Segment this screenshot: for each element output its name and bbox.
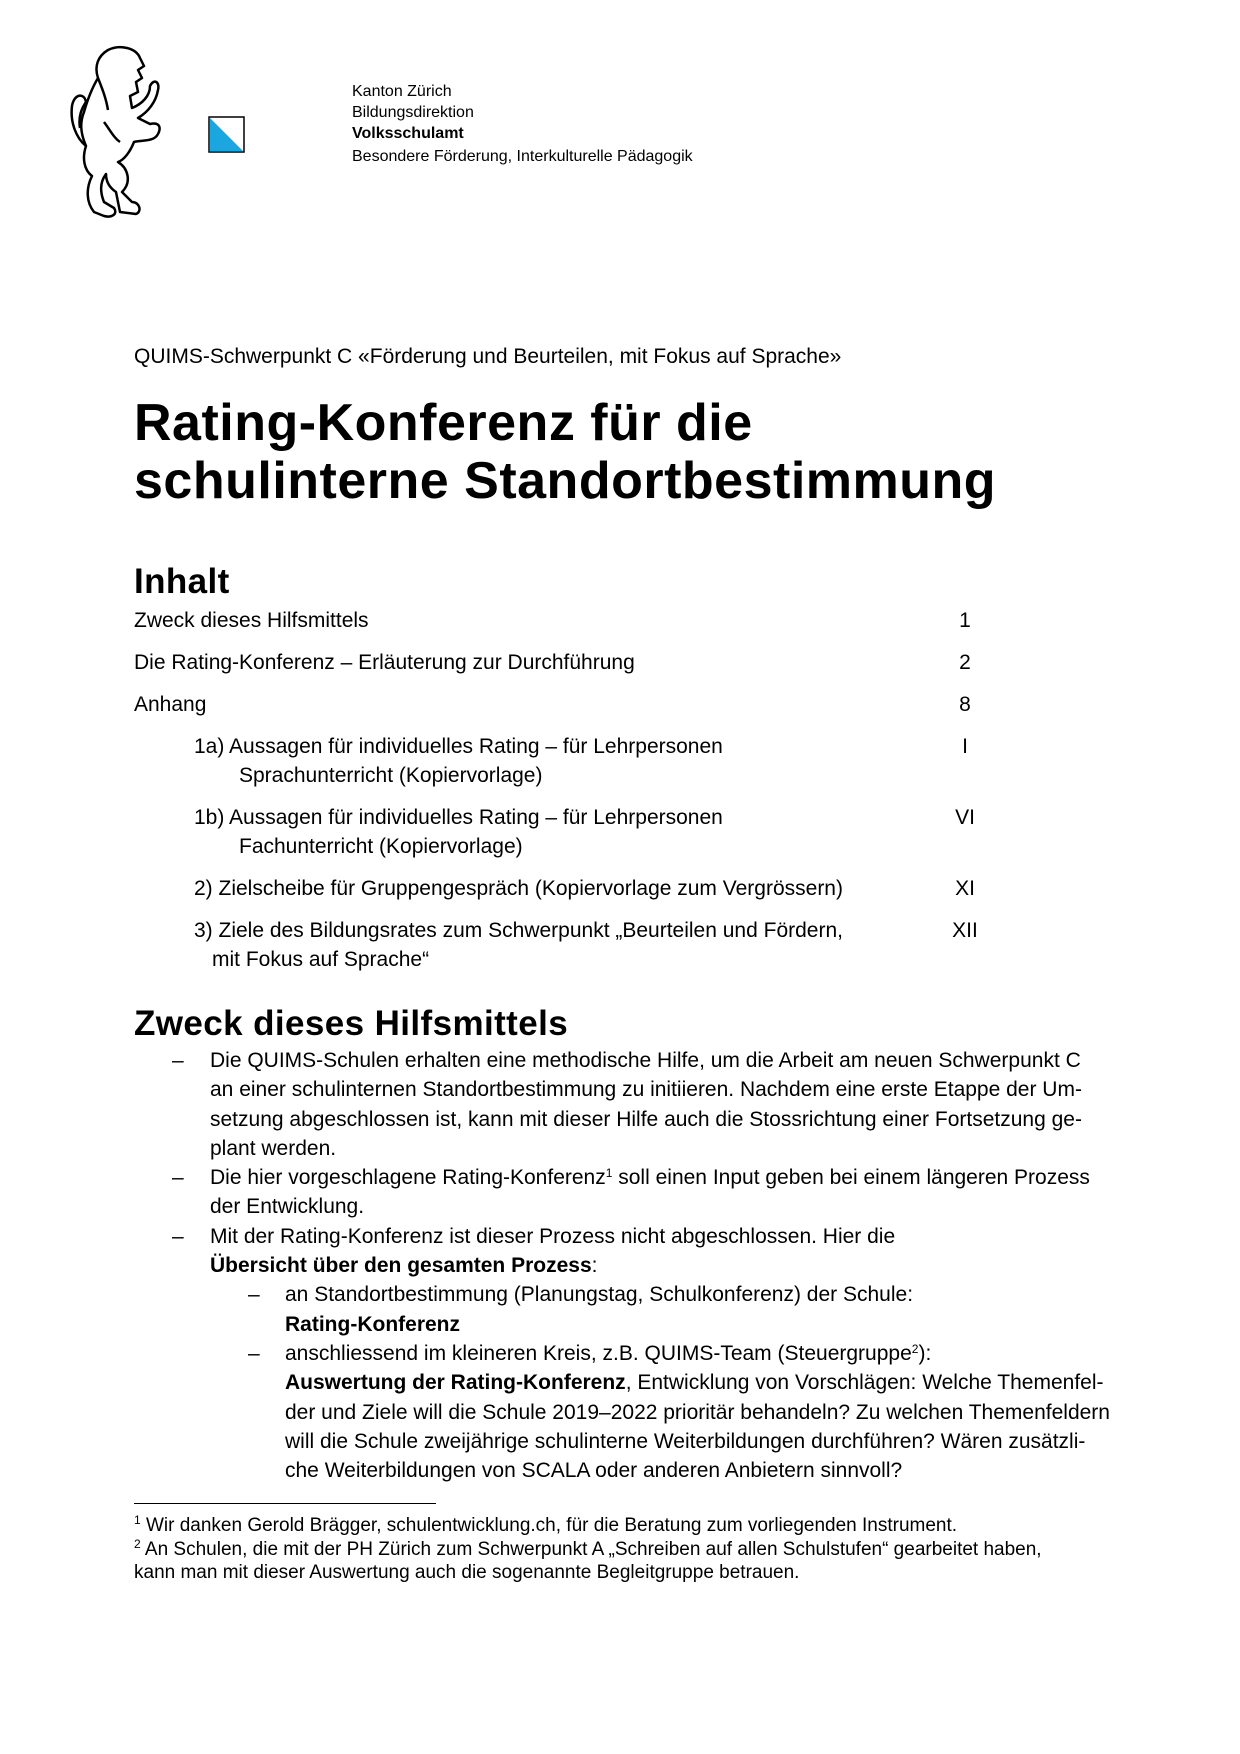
- toc-label: 2) Zielscheibe für Gruppengespräch (Kopiervorlage zum Vergrössern): [194, 877, 843, 900]
- toc-label: Fachunterricht (Kopiervorlage): [239, 835, 523, 858]
- footnotes: [134, 1514, 1042, 1585]
- header-dept: Bildungsdirektion: [352, 104, 474, 121]
- text: soll einen Input geben bei einem längeren Prozess: [612, 1166, 1090, 1190]
- text-line: Die QUIMS-Schulen erhalten eine methodische Hilfe, um die Arbeit am neuen Schwerpunkt C: [210, 1049, 1081, 1072]
- text: ):: [918, 1341, 932, 1365]
- title-line: Rating-Konferenz für die: [134, 394, 753, 452]
- table-of-contents: [134, 606, 984, 974]
- footnote-number: 1: [134, 1513, 141, 1527]
- toc-label: Anhang: [134, 693, 207, 716]
- text-line: Mit der Rating-Konferenz ist dieser Prozess nicht abgeschlossen. Hier die: [210, 1224, 896, 1248]
- zurich-lion-logo: [58, 42, 198, 227]
- bold-text: Übersicht über den gesamten Prozess: [210, 1254, 592, 1278]
- footnote-divider: [134, 1503, 436, 1504]
- toc-label: Die Rating-Konferenz – Erläuterung zur Durchführung: [134, 651, 635, 674]
- dash-bullet-icon: –: [172, 1224, 184, 1248]
- text: , Entwicklung von Vorschlägen: Welche Themenfel-: [625, 1371, 1104, 1395]
- toc-label: 1b) Aussagen für individuelles Rating – für Lehrpersonen: [194, 806, 723, 829]
- zurich-flag-icon: [208, 116, 245, 153]
- text-line: che Weiterbildungen von SCALA oder anderen Anbietern sinnvoll?: [285, 1459, 903, 1483]
- toc-entry[interactable]: [134, 803, 984, 861]
- footnote-text: An Schulen, die mit der PH Zürich zum Schwerpunkt A „Schreiben auf allen Schulstufen“ gearbeitet haben,: [140, 1538, 1042, 1560]
- toc-page: 8: [959, 693, 971, 716]
- footnote-text: Wir danken Gerold Brägger, schulentwicklung.ch, für die Beratung zum vorliegenden Instrument.: [140, 1515, 958, 1536]
- header-unit: Besondere Förderung, Interkulturelle Pädagogik: [352, 148, 693, 165]
- bullet-item: [134, 1046, 1144, 1163]
- toc-label: 3) Ziele des Bildungsrates zum Schwerpunkt „Beurteilen und Fördern,: [194, 919, 843, 942]
- sub-bullet-item: [134, 1280, 1144, 1339]
- bold-text: Rating-Konferenz: [285, 1312, 460, 1336]
- dash-bullet-icon: –: [248, 1283, 260, 1307]
- text-line: der Entwicklung.: [210, 1195, 365, 1219]
- toc-page: I: [962, 735, 968, 758]
- toc-entry[interactable]: [134, 874, 984, 903]
- bold-text: Auswertung der Rating-Konferenz: [285, 1371, 626, 1395]
- document-title: [134, 394, 996, 510]
- text: Die hier vorgeschlagene Rating-Konferenz: [210, 1166, 606, 1190]
- toc-label: Sprachunterricht (Kopiervorlage): [239, 764, 543, 787]
- sub-bullet-item: [134, 1339, 1144, 1485]
- toc-heading: Inhalt: [134, 562, 230, 601]
- footnote-ref[interactable]: 2: [911, 1341, 919, 1356]
- toc-page: VI: [955, 806, 975, 829]
- toc-label: Zweck dieses Hilfsmittels: [134, 609, 369, 632]
- text: anschliessend im kleineren Kreis, z.B. QUIMS-Team (Steuergruppe: [285, 1341, 912, 1365]
- text-line: an Standortbestimmung (Planungstag, Schulkonferenz) der Schule:: [285, 1283, 914, 1307]
- section-heading: Zweck dieses Hilfsmittels: [134, 1004, 569, 1043]
- section-body: [134, 1046, 1144, 1485]
- toc-entry[interactable]: [134, 916, 984, 974]
- toc-entry[interactable]: [134, 648, 984, 677]
- text-line: an einer schulinternen Standortbestimmung zu initiieren. Nachdem eine erste Etappe der Um-: [210, 1078, 1082, 1102]
- document-subtitle: QUIMS-Schwerpunkt C «Förderung und Beurteilen, mit Fokus auf Sprache»: [134, 345, 842, 368]
- header-org: Kanton Zürich: [352, 83, 452, 100]
- text-line: plant werden.: [210, 1136, 337, 1160]
- toc-page: 1: [959, 609, 971, 632]
- bullet-item: [134, 1222, 1144, 1281]
- toc-label: 1a) Aussagen für individuelles Rating – für Lehrpersonen: [194, 735, 723, 758]
- toc-page: XI: [955, 877, 975, 900]
- title-line: schulinterne Standortbestimmung: [134, 452, 997, 510]
- footnote-text: kann man mit dieser Auswertung auch die sogenannte Begleitgruppe betrauen.: [134, 1562, 800, 1584]
- toc-label: mit Fokus auf Sprache“: [212, 948, 430, 971]
- toc-entry[interactable]: [134, 690, 984, 719]
- toc-entry[interactable]: [134, 606, 984, 635]
- toc-page: 2: [959, 651, 971, 674]
- dash-bullet-icon: –: [248, 1341, 260, 1365]
- text: :: [591, 1254, 598, 1278]
- text-line: der und Ziele will die Schule 2019–2022 prioritär behandeln? Zu welchen Themenfeldern: [285, 1400, 1110, 1424]
- dash-bullet-icon: –: [172, 1166, 184, 1190]
- footnote-number: 2: [134, 1536, 141, 1551]
- toc-entry[interactable]: [134, 732, 984, 790]
- footnote-ref[interactable]: 1: [605, 1166, 613, 1181]
- toc-page: XII: [952, 919, 978, 942]
- header-office: Volksschulamt: [352, 125, 464, 142]
- text-line: setzung abgeschlossen ist, kann mit dieser Hilfe auch die Stossrichtung einer Fortsetzung ge-: [210, 1107, 1082, 1131]
- dash-bullet-icon: –: [172, 1049, 184, 1072]
- bullet-item: [134, 1163, 1144, 1222]
- text-line: will die Schule zweijährige schulinterne Weiterbildungen durchführen? Wären zusätzli-: [285, 1429, 1086, 1453]
